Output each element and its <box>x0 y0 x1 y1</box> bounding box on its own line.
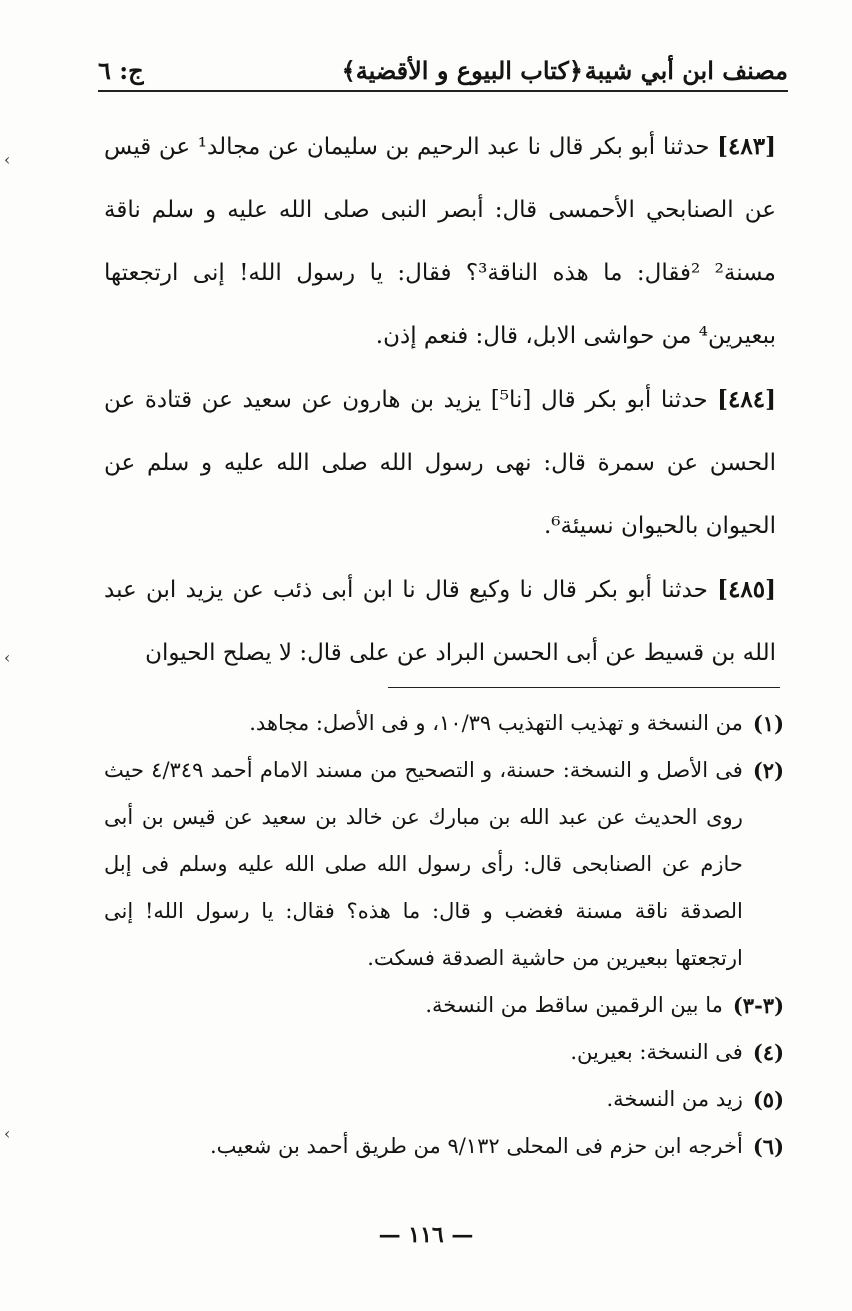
hadith-text: حدثنا أبو بكر قال نا وكيع قال نا ابن أبى ذئب عن يزيد ابن عبد الله بن قسيط عن أبى الحسن البراد عن على قال: لا يصلح الحيوان <box>104 577 776 666</box>
footnote-text: فى الأصل و النسخة: حسنة، و التصحيح من مسند الامام أحمد ٤/٣٤٩ حيث روى الحديث عن عبد الله بن مبارك عن خالد بن سعيد عن قيس بن أبى حازم عن الصنابحى قال: رأى رسول الله صلى الله عليه وسلم فى إبل الصدقة ناقة مسنة فغضب و قال: ما هذه؟ فقال: يا رسول الله! إنى ارتجعتها ببعيرين من حاشية الصدقة فسكت. <box>104 758 743 970</box>
footnote-label: (١) <box>752 711 784 736</box>
footnote-label: (٣-٣) <box>732 993 784 1018</box>
margin-mark: › <box>4 150 11 169</box>
main-text <box>104 115 776 685</box>
chapter-title: ﴿كتاب البيوع و الأقضية﴾ <box>341 55 583 85</box>
margin-mark: › <box>4 648 11 667</box>
footnote-label: (٦) <box>752 1134 784 1159</box>
hadith-484 <box>104 368 776 558</box>
footnote-label: (٥) <box>752 1087 784 1112</box>
footnote-text: من النسخة و تهذيب التهذيب ١٠/٣٩، و فى الأصل: مجاهد. <box>249 711 743 735</box>
footnote-text: أخرجه ابن حزم فى المحلى ٩/١٣٢ من طريق أحمد بن شعيب. <box>210 1134 743 1158</box>
hadith-number: [٤٨٣] <box>717 133 776 160</box>
hadith-number: [٤٨٤] <box>717 386 776 413</box>
footnote-1 <box>104 700 784 747</box>
volume-number: ج: ٦ <box>98 55 144 85</box>
hadith-485 <box>104 558 776 685</box>
footnote-label: (٤) <box>752 1040 784 1065</box>
footnote-4 <box>104 1029 784 1076</box>
footnote-3 <box>104 982 784 1029</box>
margin-mark: › <box>4 1124 11 1143</box>
hadith-483 <box>104 115 776 368</box>
footnote-6 <box>104 1123 784 1170</box>
hadith-text: حدثنا أبو بكر قال نا عبد الرحيم بن سليمان عن مجالد¹ عن قيس عن الصنابحي الأحمسى قال: أبصر النبى صلى الله عليه و سلم ناقة مسنة² ²فقال: ما هذه الناقة³؟ فقال: يا رسول الله! إنى ارتجعتها ببعيرين⁴ من حواشى الابل، قال: فنعم إذن. <box>104 134 776 349</box>
hadith-text: حدثنا أبو بكر قال [نا⁵] يزيد بن هارون عن سعيد عن قتادة عن الحسن عن سمرة قال: نهى رسول الله صلى الله عليه و سلم عن الحيوان بالحيوان نسيئة⁶. <box>104 387 776 539</box>
footnote-label: (٢) <box>752 758 784 783</box>
page-number: — ١١٦ — <box>378 1222 474 1248</box>
hadith-number: [٤٨٥] <box>717 576 777 603</box>
footnotes <box>104 700 784 1170</box>
footnote-text: ما بين الرقمين ساقط من النسخة. <box>425 993 723 1017</box>
footnote-2 <box>104 747 784 982</box>
footnote-text: فى النسخة: بعيرين. <box>570 1040 743 1064</box>
book-title: مصنف ابن أبي شيبة <box>584 55 788 85</box>
running-header <box>98 50 788 92</box>
footnote-divider <box>388 687 780 688</box>
footnote-text: زيد من النسخة. <box>606 1087 743 1111</box>
footnote-5 <box>104 1076 784 1123</box>
